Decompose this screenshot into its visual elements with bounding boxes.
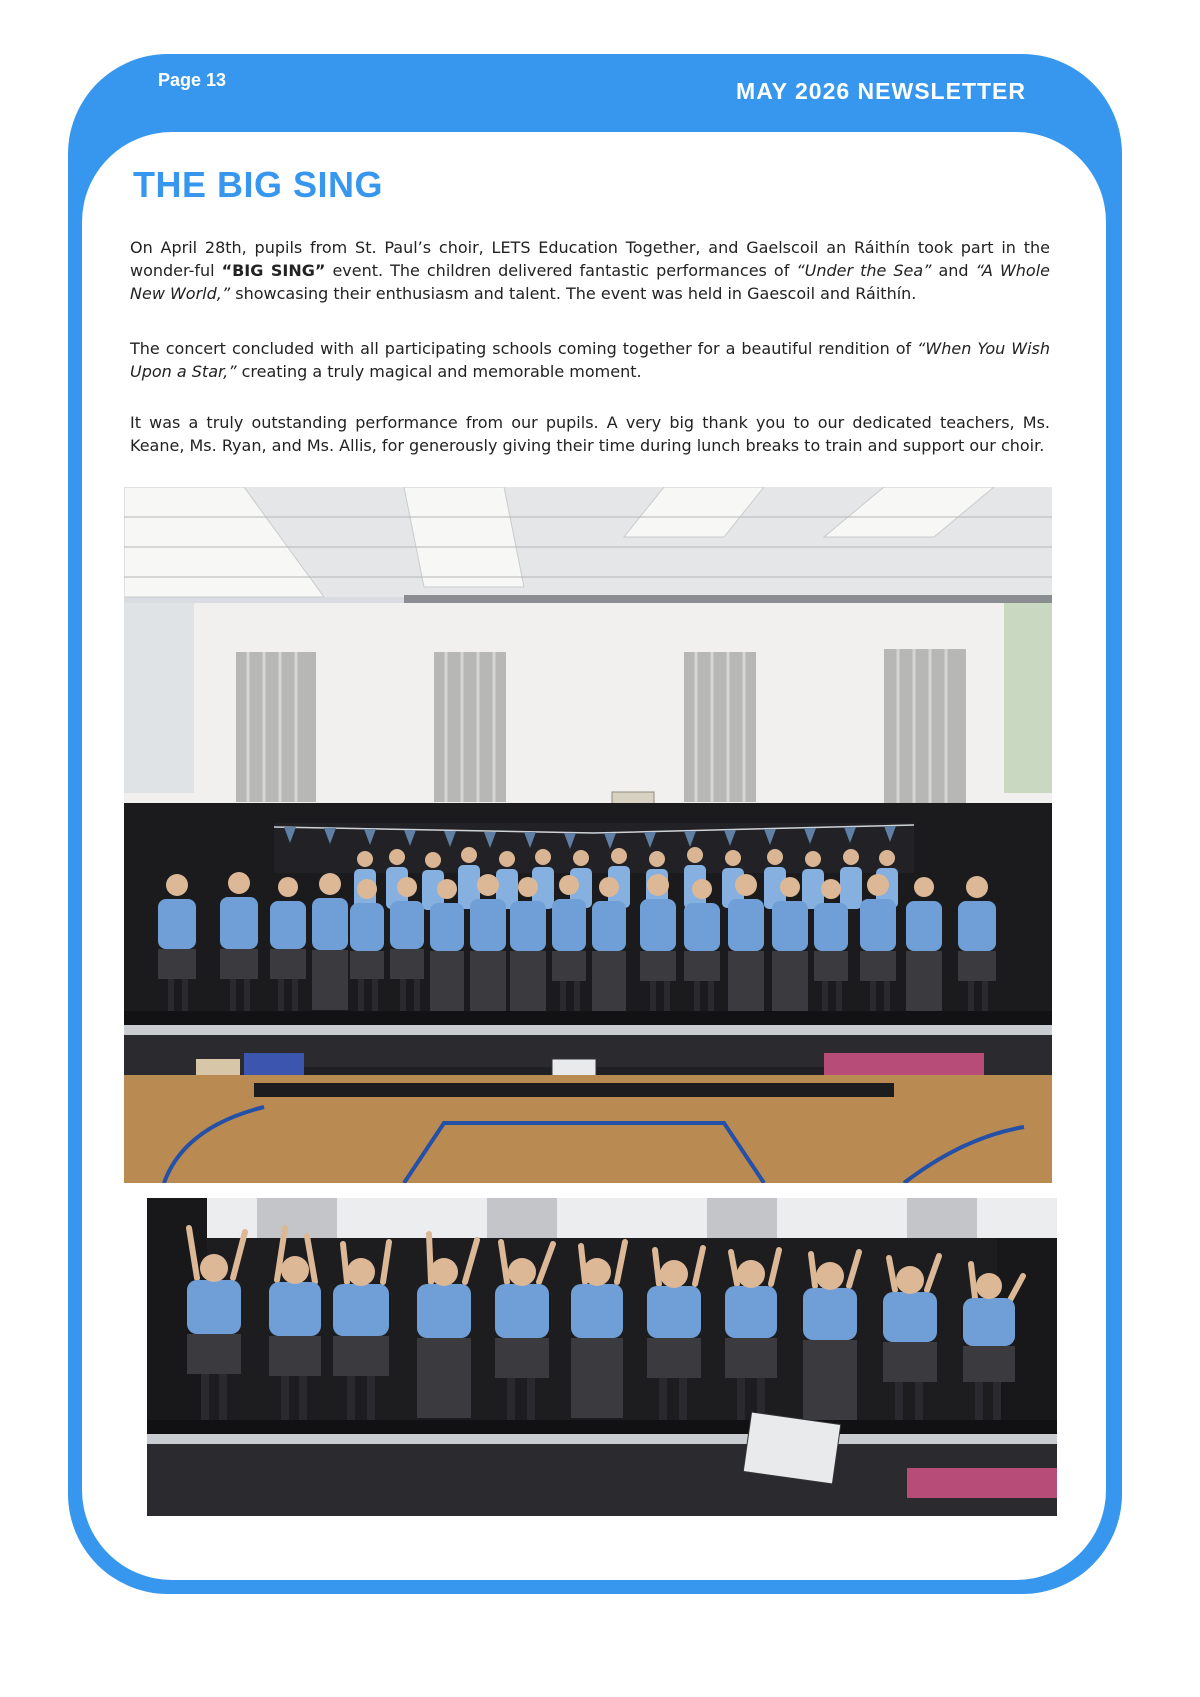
article-title: THE BIG SING: [133, 164, 384, 205]
choir-stage-photo: [124, 487, 1052, 1183]
page-number: Page 13: [158, 70, 227, 90]
event-name-bold: “BIG SING”: [221, 261, 326, 280]
song-title: “Under the Sea”: [796, 261, 932, 280]
newsletter-issue-title: MAY 2026 NEWSLETTER: [736, 78, 1026, 104]
article-paragraph-2: The concert concluded with all participating schools coming together for a beautiful rendition of “When You Wish Upon a Star,” creating a truly magical and memorable moment.: [130, 339, 1051, 381]
song-title: “When You Wish Upon a Star,”: [130, 339, 1051, 381]
article-paragraph-3: It was a truly outstanding performance from our pupils. A very big thank you to our dedicated teachers, Ms. Keane, Ms. Ryan, and Ms. Allis, for generously giving their time during lunch breaks to train and support our choir.: [130, 413, 1050, 455]
choir-arms-raised-photo: [147, 1198, 1057, 1516]
article-paragraph-1: On April 28th, pupils from St. Paul’s choir, LETS Education Together, and Gaelscoil an Ráithín took part in the wonder-ful “BIG SING” event. The children delivered fantastic performances of “Under the Sea” and “A Whole New World,” showcasing their enthusiasm and talent. The event was held in Gaescoil and Ráithín.: [130, 238, 1050, 303]
song-title: “A Whole New World,”: [130, 261, 1050, 303]
